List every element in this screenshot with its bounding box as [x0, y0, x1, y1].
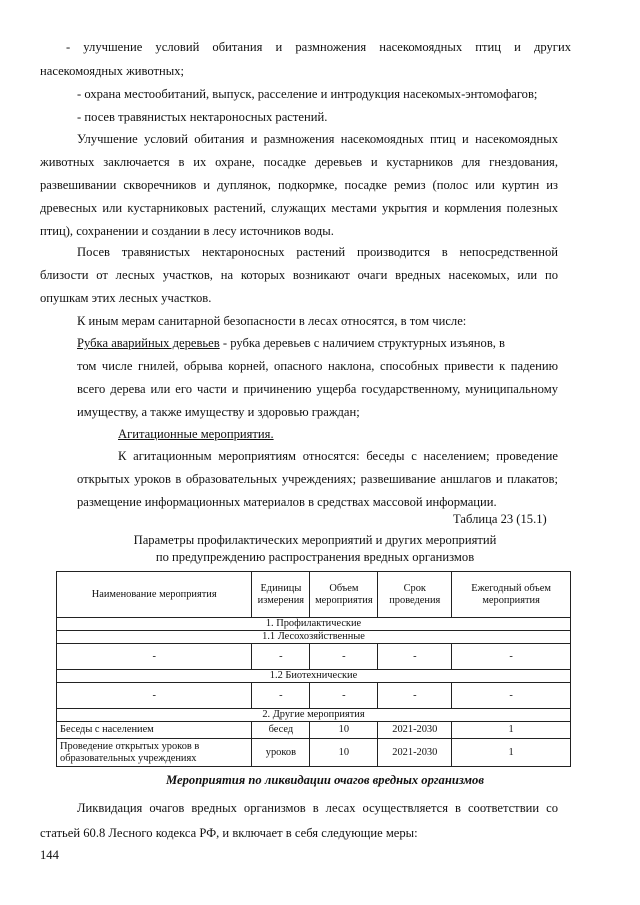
table-cell: -: [378, 683, 452, 709]
table-cell: -: [252, 644, 310, 670]
table-cell: 10: [310, 722, 378, 739]
table-cell: -: [310, 683, 378, 709]
text-line: Посев травянистых нектароносных растений производится в непосредственной: [77, 245, 558, 259]
table-cell: 2021-2030: [378, 722, 452, 739]
section-heading: Мероприятия по ликвидации очагов вредных организмов: [166, 773, 484, 787]
table-group-row: [57, 709, 571, 722]
table-cell: уроков: [252, 739, 310, 767]
header-cell: Объем мероприятия: [310, 572, 378, 618]
header-cell: Ежегодный объем мероприятия: [452, 572, 571, 618]
table-cell: -: [378, 644, 452, 670]
text-line: животных заключается в их охране, посадке деревьев и кустарников для гнездования,: [40, 155, 558, 169]
table-cell: 1: [452, 739, 571, 767]
text-line: Ликвидация очагов вредных организмов в лесах осуществляется в соответствии со: [77, 801, 558, 815]
header-cell: Единицы измерения: [252, 572, 310, 618]
table-cell: 1: [452, 722, 571, 739]
text-line: - улучшение условий обитания и размножения насекомоядных птиц и других: [66, 40, 571, 54]
table-cell: -: [452, 644, 571, 670]
text-line: имуществу, а также имуществу и здоровью граждан;: [77, 405, 360, 419]
group-cell: 1. Профилактические: [57, 618, 571, 631]
table-cell: -: [57, 644, 252, 670]
table-cell: 10: [310, 739, 378, 767]
text-line: насекомоядных животных;: [40, 64, 185, 78]
table-row: [57, 739, 571, 767]
subgroup-cell: 1.2 Биотехнические: [57, 670, 571, 683]
table-group-row: [57, 618, 571, 631]
table-subgroup-row: [57, 631, 571, 644]
table-subgroup-row: [57, 670, 571, 683]
table-cell: Беседы с населением: [57, 722, 252, 739]
text-line: [77, 335, 558, 351]
table-cell: Проведение открытых уроков в образовательных учреждениях: [57, 739, 252, 767]
table-cell: -: [452, 683, 571, 709]
table-cell: -: [252, 683, 310, 709]
table-caption: по предупреждению распространения вредных организмов: [155, 550, 475, 564]
table-cell: 2021-2030: [378, 739, 452, 767]
text-line: К иным мерам санитарной безопасности в лесах относятся, в том числе:: [77, 314, 467, 328]
term-emergency-felling: Рубка аварийных деревьев: [77, 336, 220, 350]
text-line: К агитационным мероприятиям относятся: беседы с населением; проведение: [118, 449, 558, 463]
text-line: птиц), сохранении и создании в лесу источников воды.: [40, 224, 334, 238]
text-fragment: - рубка деревьев с наличием структурных изъянов, в: [219, 336, 506, 350]
term-agitation-measures: Агитационные мероприятия.: [118, 427, 274, 441]
text-line: опушкам этих лесных участков.: [40, 291, 212, 305]
table-cell: -: [57, 683, 252, 709]
text-line: том числе гнилей, обрыва корней, опасного наклона, способных привести к падению: [77, 359, 558, 373]
table-row: [57, 722, 571, 739]
text-line: близости от лесных участков, на которых возникают очаги вредных насекомых, или по: [40, 268, 558, 282]
text-line: развешивании скворечников и дуплянок, подкормке, посадке ремиз (полос или куртин из: [40, 178, 558, 192]
header-cell: Срок проведения: [378, 572, 452, 618]
measures-table: [56, 571, 571, 767]
text-line: Улучшение условий обитания и размножения насекомоядных птиц и насекомоядных: [77, 132, 558, 146]
group-cell: 2. Другие мероприятия: [57, 709, 571, 722]
table-number: Таблица 23 (15.1): [453, 512, 547, 526]
text-line: всего дерева или его части и причинению ущерба государственному, муниципальному: [77, 382, 558, 396]
table-row: [57, 683, 571, 709]
table-caption: Параметры профилактических мероприятий и других мероприятий: [133, 533, 497, 547]
subgroup-cell: 1.1 Лесохозяйственные: [57, 631, 571, 644]
page-number: 144: [40, 848, 59, 862]
table-row: [57, 644, 571, 670]
text-line: древесных или кустарниковых растений, служащих местами укрытия и кормления полезных: [40, 201, 558, 215]
text-line: - посев травянистых нектароносных растений.: [77, 110, 328, 124]
text-line: статьей 60.8 Лесного кодекса РФ, и включает в себя следующие меры:: [40, 826, 418, 840]
text-line: открытых уроков в образовательных учреждениях; развешивание аншлагов и плакатов;: [77, 472, 558, 486]
text-line: размещение информационных материалов в средствах массовой информации.: [77, 495, 497, 509]
table-cell: -: [310, 644, 378, 670]
text-line: - охрана местообитаний, выпуск, расселение и интродукция насекомых-энтомофагов;: [77, 87, 538, 101]
header-cell: Наименование мероприятия: [57, 572, 252, 618]
table-cell: бесед: [252, 722, 310, 739]
table-header-row: [57, 572, 571, 618]
